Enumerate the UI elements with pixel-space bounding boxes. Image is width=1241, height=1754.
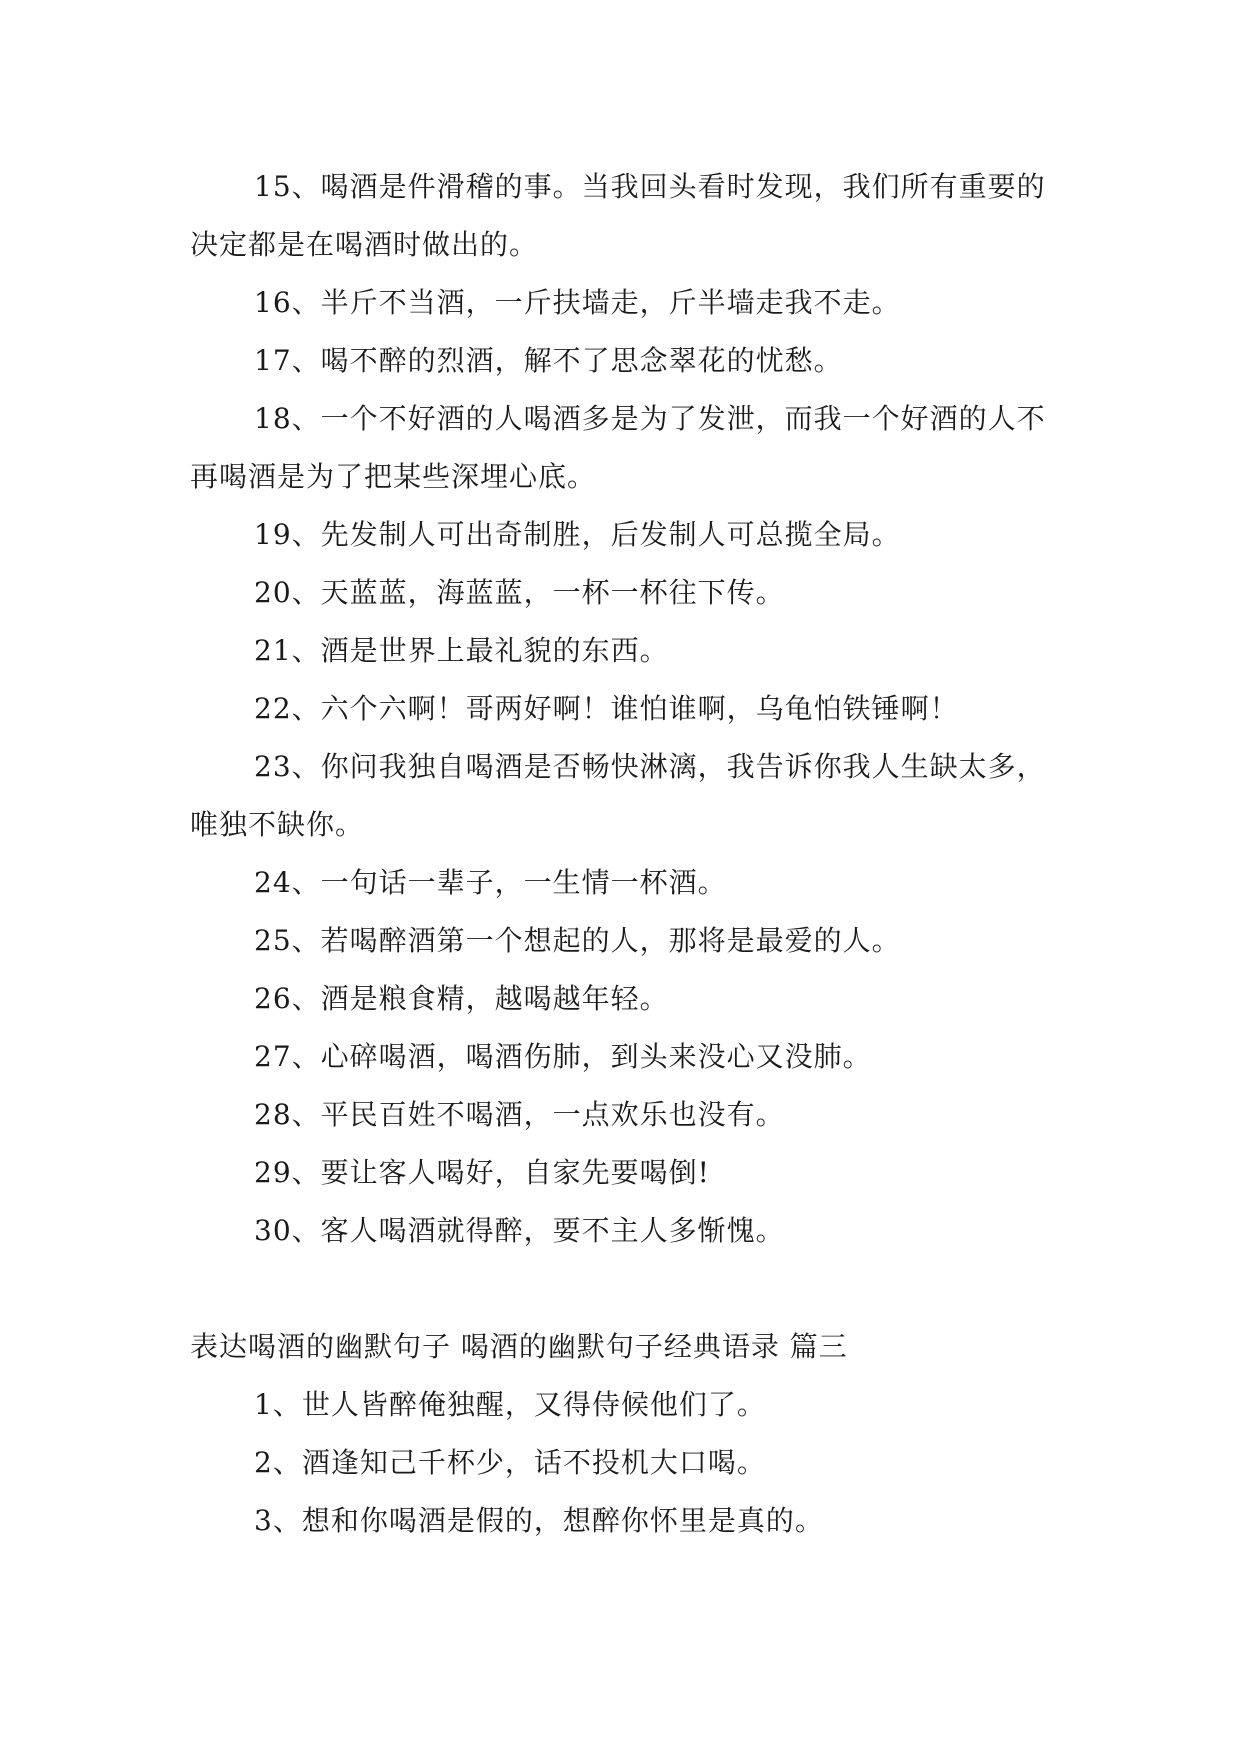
quote-paragraph: 15、喝酒是件滑稽的事。当我回头看时发现，我们所有重要的决定都是在喝酒时做出的。 (190, 170, 1046, 261)
quote-paragraph: 24、一句话一辈子，一生情一杯酒。 (254, 866, 727, 899)
quote-paragraph: 16、半斤不当酒，一斤扶墙走，斤半墙走我不走。 (254, 286, 901, 319)
section-heading: 表达喝酒的幽默句子 喝酒的幽默句子经典语录 篇三 (190, 1330, 848, 1363)
quote-paragraph: 21、酒是世界上最礼貌的东西。 (254, 634, 669, 667)
quote-paragraph: 28、平民百姓不喝酒，一点欢乐也没有。 (254, 1098, 785, 1131)
quote-paragraph: 17、喝不醉的烈酒，解不了思念翠花的忧愁。 (254, 344, 843, 377)
quote-paragraph: 25、若喝醉酒第一个想起的人，那将是最爱的人。 (254, 924, 901, 957)
quote-paragraph: 26、酒是粮食精，越喝越年轻。 (254, 982, 669, 1015)
quote-paragraph: 3、想和你喝酒是假的，想醉你怀里是真的。 (254, 1504, 824, 1537)
quote-paragraph: 2、酒逢知己千杯少，话不投机大口喝。 (254, 1446, 766, 1479)
document-body (190, 158, 1060, 1550)
quote-paragraph: 1、世人皆醉俺独醒，又得侍候他们了。 (254, 1388, 766, 1421)
quote-paragraph: 18、一个不好酒的人喝酒多是为了发泄，而我一个好酒的人不再喝酒是为了把某些深埋心底。 (190, 402, 1046, 493)
quote-paragraph: 23、你问我独自喝酒是否畅快淋漓，我告诉你我人生缺太多，唯独不缺你。 (190, 750, 1046, 841)
quote-paragraph: 19、先发制人可出奇制胜，后发制人可总揽全局。 (254, 518, 901, 551)
quote-paragraph: 30、客人喝酒就得醉，要不主人多惭愧。 (254, 1214, 785, 1247)
quote-paragraph: 20、天蓝蓝，海蓝蓝，一杯一杯往下传。 (254, 576, 785, 609)
quote-paragraph: 29、要让客人喝好，自家先要喝倒! (254, 1156, 710, 1189)
quote-paragraph: 22、六个六啊！哥两好啊！谁怕谁啊，乌龟怕铁锤啊！ (254, 692, 959, 725)
quote-paragraph: 27、心碎喝酒，喝酒伤肺，到头来没心又没肺。 (254, 1040, 872, 1073)
